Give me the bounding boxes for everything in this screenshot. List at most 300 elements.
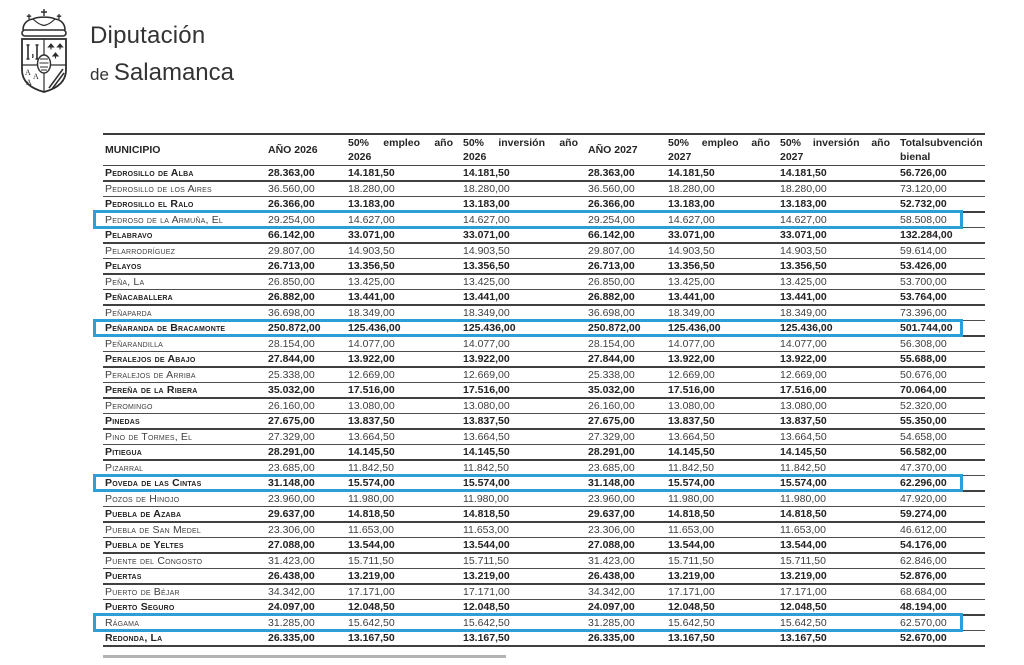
value-ano-2027: 250.872,00 <box>588 321 641 334</box>
value-inversion-2027: 11.842,50 <box>780 461 826 474</box>
value-total-bienal: 68.684,00 <box>900 585 947 598</box>
svg-text:A: A <box>25 68 31 77</box>
value-ano-2027: 26.366,00 <box>588 197 635 210</box>
table-row <box>103 290 985 306</box>
value-total-bienal: 59.614,00 <box>900 244 947 257</box>
value-ano-2027: 26.160,00 <box>588 399 635 412</box>
municipality-name: Peñacaballera <box>105 290 173 303</box>
svg-text:A: A <box>33 72 39 81</box>
value-inversion-2027: 14.145,50 <box>780 445 827 458</box>
value-total-bienal: 62.570,00 <box>900 616 947 629</box>
coat-of-arms-icon <box>12 8 76 96</box>
org-subname <box>90 59 234 87</box>
municipality-name: Pitiegua <box>105 445 142 458</box>
value-inversion-2026: 13.664,50 <box>463 430 510 443</box>
value-inversion-2026: 33.071,00 <box>463 228 510 241</box>
value-total-bienal: 501.744,00 <box>900 321 953 334</box>
value-ano-2026: 31.285,00 <box>268 616 315 629</box>
value-inversion-2026: 13.183,00 <box>463 197 510 210</box>
value-total-bienal: 47.920,00 <box>900 492 947 505</box>
value-inversion-2027: 13.356,50 <box>780 259 827 272</box>
logo-text <box>90 22 234 87</box>
value-ano-2027: 23.306,00 <box>588 523 635 536</box>
value-ano-2026: 31.148,00 <box>268 476 315 489</box>
value-inversion-2027: 12.048,50 <box>780 600 827 613</box>
value-inversion-2026: 13.922,00 <box>463 352 510 365</box>
value-empleo-2026: 12.048,50 <box>348 600 395 613</box>
value-ano-2027: 28.291,00 <box>588 445 635 458</box>
table-row <box>103 306 985 322</box>
value-total-bienal: 52.876,00 <box>900 569 947 582</box>
table-row <box>103 368 985 384</box>
column-header-ano-2026: AÑO 2026 <box>268 143 318 156</box>
municipality-name: Puerto de Béjar <box>105 585 180 598</box>
value-ano-2026: 27.675,00 <box>268 414 315 427</box>
table-row <box>103 213 985 229</box>
value-inversion-2026: 18.349,00 <box>463 306 510 319</box>
value-inversion-2026: 14.818,50 <box>463 507 510 520</box>
value-empleo-2026: 13.441,00 <box>348 290 395 303</box>
value-total-bienal: 52.670,00 <box>900 631 947 644</box>
value-ano-2026: 66.142,00 <box>268 228 315 241</box>
value-inversion-2026: 13.080,00 <box>463 399 510 412</box>
value-ano-2026: 34.342,00 <box>268 585 315 598</box>
municipality-name: Puebla de Yeltes <box>105 538 184 551</box>
table-row <box>103 352 985 368</box>
column-header-inversion-2027: 50% inversión año 2027 <box>780 137 890 163</box>
municipality-name: Puebla de Azaba <box>105 507 182 520</box>
value-ano-2026: 36.560,00 <box>268 182 315 195</box>
value-total-bienal: 73.120,00 <box>900 182 947 195</box>
value-inversion-2027: 13.080,00 <box>780 399 827 412</box>
value-ano-2027: 34.342,00 <box>588 585 635 598</box>
table-row <box>103 228 985 244</box>
value-empleo-2027: 13.922,00 <box>668 352 715 365</box>
value-total-bienal: 53.700,00 <box>900 275 947 288</box>
value-inversion-2026: 15.711,50 <box>463 554 509 567</box>
table-row <box>103 259 985 275</box>
value-empleo-2026: 13.183,00 <box>348 197 395 210</box>
value-empleo-2027: 15.642,50 <box>668 616 715 629</box>
value-empleo-2027: 13.837,50 <box>668 414 715 427</box>
value-total-bienal: 47.370,00 <box>900 461 947 474</box>
value-inversion-2027: 14.903,50 <box>780 244 827 257</box>
table-header-row <box>103 133 985 166</box>
municipality-name: Peromingo <box>105 399 153 412</box>
table-row <box>103 337 985 353</box>
value-empleo-2026: 11.653,00 <box>348 523 394 536</box>
value-inversion-2026: 18.280,00 <box>463 182 510 195</box>
column-header-total-bienal: Total subvención bienal <box>900 137 983 163</box>
value-inversion-2026: 125.436,00 <box>463 321 516 334</box>
value-empleo-2026: 11.842,50 <box>348 461 394 474</box>
value-ano-2026: 23.685,00 <box>268 461 315 474</box>
value-empleo-2026: 13.219,00 <box>348 569 395 582</box>
value-ano-2026: 26.335,00 <box>268 631 315 644</box>
value-inversion-2027: 12.669,00 <box>780 368 827 381</box>
value-empleo-2027: 13.080,00 <box>668 399 715 412</box>
municipality-name: Rágama <box>105 616 140 629</box>
municipality-name: Pozos de Hinojo <box>105 492 180 505</box>
table-row <box>103 430 985 446</box>
value-empleo-2027: 11.653,00 <box>668 523 714 536</box>
column-header-municipio: MUNICIPIO <box>105 143 161 156</box>
value-ano-2026: 26.366,00 <box>268 197 315 210</box>
municipality-name: Puebla de San Medel <box>105 523 201 536</box>
value-ano-2027: 36.560,00 <box>588 182 635 195</box>
value-inversion-2027: 11.653,00 <box>780 523 826 536</box>
value-ano-2027: 31.148,00 <box>588 476 635 489</box>
municipality-name: Peña, La <box>105 275 145 288</box>
subsidy-table <box>103 133 985 647</box>
municipality-name: Pereña de la Ribera <box>105 383 198 396</box>
svg-text:A: A <box>26 78 32 87</box>
value-inversion-2027: 33.071,00 <box>780 228 827 241</box>
value-empleo-2027: 14.627,00 <box>668 213 715 226</box>
value-empleo-2026: 14.903,50 <box>348 244 395 257</box>
value-empleo-2026: 15.642,50 <box>348 616 395 629</box>
value-ano-2026: 35.032,00 <box>268 383 315 396</box>
value-inversion-2026: 13.544,00 <box>463 538 510 551</box>
municipality-name: Puerto Seguro <box>105 600 175 613</box>
value-total-bienal: 59.274,00 <box>900 507 947 520</box>
value-ano-2027: 26.438,00 <box>588 569 635 582</box>
value-empleo-2026: 13.425,00 <box>348 275 395 288</box>
value-empleo-2026: 13.837,50 <box>348 414 395 427</box>
value-inversion-2026: 13.425,00 <box>463 275 510 288</box>
table-row <box>103 507 985 523</box>
value-inversion-2026: 15.642,50 <box>463 616 510 629</box>
table-row <box>103 600 985 616</box>
value-inversion-2027: 14.818,50 <box>780 507 827 520</box>
value-total-bienal: 62.296,00 <box>900 476 947 489</box>
value-total-bienal: 50.676,00 <box>900 368 947 381</box>
table-row <box>103 182 985 198</box>
table-row <box>103 383 985 399</box>
value-ano-2027: 28.154,00 <box>588 337 635 350</box>
diputacion-logo <box>12 8 234 96</box>
value-ano-2027: 31.423,00 <box>588 554 635 567</box>
value-total-bienal: 56.726,00 <box>900 166 947 179</box>
value-ano-2027: 36.698,00 <box>588 306 635 319</box>
value-inversion-2027: 13.837,50 <box>780 414 827 427</box>
value-ano-2027: 27.844,00 <box>588 352 635 365</box>
value-inversion-2027: 13.664,50 <box>780 430 827 443</box>
value-ano-2027: 25.338,00 <box>588 368 635 381</box>
value-empleo-2027: 14.145,50 <box>668 445 715 458</box>
value-ano-2027: 29.254,00 <box>588 213 635 226</box>
value-inversion-2026: 12.669,00 <box>463 368 510 381</box>
value-empleo-2027: 13.183,00 <box>668 197 715 210</box>
value-inversion-2027: 17.516,00 <box>780 383 827 396</box>
value-empleo-2026: 125.436,00 <box>348 321 401 334</box>
value-total-bienal: 70.064,00 <box>900 383 947 396</box>
value-ano-2026: 36.698,00 <box>268 306 315 319</box>
value-empleo-2026: 14.627,00 <box>348 213 395 226</box>
value-empleo-2026: 13.356,50 <box>348 259 395 272</box>
org-name: Diputación <box>90 22 206 49</box>
value-empleo-2026: 14.145,50 <box>348 445 395 458</box>
value-ano-2026: 29.807,00 <box>268 244 315 257</box>
value-empleo-2026: 33.071,00 <box>348 228 395 241</box>
value-ano-2027: 66.142,00 <box>588 228 635 241</box>
value-inversion-2026: 14.627,00 <box>463 213 510 226</box>
org-subname-de: de <box>90 65 109 84</box>
municipality-name: Pelarrodríguez <box>105 244 176 257</box>
table-row <box>103 321 985 337</box>
value-empleo-2027: 13.441,00 <box>668 290 715 303</box>
value-empleo-2027: 13.664,50 <box>668 430 715 443</box>
value-empleo-2026: 15.574,00 <box>348 476 395 489</box>
value-empleo-2027: 14.903,50 <box>668 244 715 257</box>
table-row <box>103 166 985 182</box>
value-inversion-2026: 17.171,00 <box>463 585 510 598</box>
table-row <box>103 461 985 477</box>
value-total-bienal: 56.582,00 <box>900 445 947 458</box>
municipality-name: Poveda de las Cintas <box>105 476 202 489</box>
value-ano-2026: 31.423,00 <box>268 554 315 567</box>
value-inversion-2027: 13.167,50 <box>780 631 827 644</box>
table-row <box>103 492 985 508</box>
table-row <box>103 445 985 461</box>
value-ano-2027: 26.713,00 <box>588 259 635 272</box>
value-ano-2027: 35.032,00 <box>588 383 635 396</box>
value-total-bienal: 55.350,00 <box>900 414 947 427</box>
value-ano-2027: 23.685,00 <box>588 461 635 474</box>
value-ano-2026: 29.637,00 <box>268 507 315 520</box>
value-inversion-2027: 13.219,00 <box>780 569 827 582</box>
municipality-name: Pelayos <box>105 259 142 272</box>
value-empleo-2026: 13.922,00 <box>348 352 395 365</box>
value-empleo-2027: 13.167,50 <box>668 631 715 644</box>
table-row <box>103 616 985 632</box>
value-empleo-2026: 11.980,00 <box>348 492 394 505</box>
table-row <box>103 585 985 601</box>
value-empleo-2027: 17.516,00 <box>668 383 715 396</box>
value-empleo-2027: 15.574,00 <box>668 476 715 489</box>
table-body <box>103 166 985 647</box>
value-total-bienal: 132.284,00 <box>900 228 953 241</box>
value-empleo-2027: 13.356,50 <box>668 259 715 272</box>
value-empleo-2026: 14.077,00 <box>348 337 395 350</box>
column-header-inversion-2026: 50% inversión año 2026 <box>463 137 578 163</box>
value-ano-2026: 28.363,00 <box>268 166 315 179</box>
value-empleo-2027: 13.219,00 <box>668 569 715 582</box>
value-ano-2027: 31.285,00 <box>588 616 635 629</box>
value-inversion-2027: 13.425,00 <box>780 275 827 288</box>
municipality-name: Pedrosillo de Alba <box>105 166 194 179</box>
value-inversion-2026: 13.219,00 <box>463 569 510 582</box>
value-empleo-2027: 14.818,50 <box>668 507 715 520</box>
value-ano-2027: 27.675,00 <box>588 414 635 427</box>
value-inversion-2027: 14.077,00 <box>780 337 827 350</box>
value-empleo-2027: 17.171,00 <box>668 585 715 598</box>
value-inversion-2026: 17.516,00 <box>463 383 510 396</box>
value-empleo-2026: 13.167,50 <box>348 631 395 644</box>
value-inversion-2027: 14.181,50 <box>780 166 827 179</box>
value-total-bienal: 46.612,00 <box>900 523 947 536</box>
table-row <box>103 538 985 554</box>
municipality-name: Peñaranda de Bracamonte <box>105 321 226 334</box>
table-row <box>103 631 985 647</box>
value-empleo-2027: 13.544,00 <box>668 538 715 551</box>
value-ano-2026: 26.882,00 <box>268 290 315 303</box>
value-empleo-2026: 17.516,00 <box>348 383 395 396</box>
value-empleo-2026: 18.280,00 <box>348 182 395 195</box>
value-inversion-2026: 13.441,00 <box>463 290 510 303</box>
value-inversion-2026: 13.356,50 <box>463 259 510 272</box>
value-ano-2026: 26.438,00 <box>268 569 315 582</box>
value-inversion-2026: 14.077,00 <box>463 337 510 350</box>
value-ano-2026: 26.850,00 <box>268 275 315 288</box>
value-empleo-2027: 14.077,00 <box>668 337 715 350</box>
municipality-name: Redonda, La <box>105 631 163 644</box>
table-row <box>103 244 985 260</box>
value-inversion-2027: 13.922,00 <box>780 352 827 365</box>
table-row <box>103 554 985 570</box>
value-empleo-2026: 12.669,00 <box>348 368 395 381</box>
value-ano-2026: 28.291,00 <box>268 445 315 458</box>
value-inversion-2026: 14.181,50 <box>463 166 510 179</box>
value-ano-2026: 28.154,00 <box>268 337 315 350</box>
value-ano-2026: 27.329,00 <box>268 430 315 443</box>
municipality-name: Pedrosillo de los Aires <box>105 182 212 195</box>
value-inversion-2027: 11.980,00 <box>780 492 826 505</box>
table-row <box>103 569 985 585</box>
value-empleo-2026: 14.818,50 <box>348 507 395 520</box>
value-inversion-2026: 11.842,50 <box>463 461 509 474</box>
municipality-name: Pizarral <box>105 461 144 474</box>
value-ano-2027: 27.329,00 <box>588 430 635 443</box>
value-empleo-2027: 12.048,50 <box>668 600 715 613</box>
value-total-bienal: 48.194,00 <box>900 600 947 613</box>
municipality-name: Pelabravo <box>105 228 153 241</box>
municipality-name: Puente del Congosto <box>105 554 203 567</box>
value-empleo-2026: 15.711,50 <box>348 554 394 567</box>
value-inversion-2027: 17.171,00 <box>780 585 827 598</box>
value-empleo-2027: 11.842,50 <box>668 461 714 474</box>
column-header-empleo-2026: 50% empleo año 2026 <box>348 137 453 163</box>
value-total-bienal: 53.764,00 <box>900 290 947 303</box>
value-empleo-2027: 18.280,00 <box>668 182 715 195</box>
table-row <box>103 399 985 415</box>
value-ano-2026: 23.306,00 <box>268 523 315 536</box>
value-empleo-2027: 18.349,00 <box>668 306 715 319</box>
value-ano-2026: 29.254,00 <box>268 213 315 226</box>
value-ano-2027: 23.960,00 <box>588 492 635 505</box>
municipality-name: Pedroso de la Armuña, El <box>105 213 223 226</box>
value-inversion-2027: 15.711,50 <box>780 554 826 567</box>
value-ano-2026: 26.160,00 <box>268 399 315 412</box>
municipality-name: Peñaparda <box>105 306 152 319</box>
value-empleo-2027: 14.181,50 <box>668 166 715 179</box>
value-inversion-2027: 13.183,00 <box>780 197 827 210</box>
value-ano-2027: 26.850,00 <box>588 275 635 288</box>
value-total-bienal: 53.426,00 <box>900 259 947 272</box>
value-ano-2026: 26.713,00 <box>268 259 315 272</box>
value-total-bienal: 54.176,00 <box>900 538 947 551</box>
municipality-name: Pinedas <box>105 414 140 427</box>
value-inversion-2026: 13.837,50 <box>463 414 510 427</box>
value-inversion-2026: 14.903,50 <box>463 244 510 257</box>
value-ano-2026: 27.088,00 <box>268 538 315 551</box>
municipality-name: Peralejos de Arriba <box>105 368 196 381</box>
value-inversion-2027: 15.574,00 <box>780 476 827 489</box>
value-ano-2026: 25.338,00 <box>268 368 315 381</box>
value-ano-2026: 23.960,00 <box>268 492 315 505</box>
table-row <box>103 197 985 213</box>
value-ano-2027: 24.097,00 <box>588 600 635 613</box>
column-header-empleo-2027: 50% empleo año 2027 <box>668 137 770 163</box>
value-inversion-2026: 12.048,50 <box>463 600 510 613</box>
table-row <box>103 275 985 291</box>
value-total-bienal: 55.688,00 <box>900 352 947 365</box>
municipality-name: Pedrosillo el Ralo <box>105 197 194 210</box>
value-empleo-2026: 17.171,00 <box>348 585 395 598</box>
value-inversion-2027: 13.441,00 <box>780 290 827 303</box>
municipality-name: Puertas <box>105 569 142 582</box>
table-row <box>103 523 985 539</box>
value-ano-2027: 26.335,00 <box>588 631 635 644</box>
value-empleo-2027: 13.425,00 <box>668 275 715 288</box>
value-empleo-2026: 13.664,50 <box>348 430 395 443</box>
org-subname-salamanca: Salamanca <box>113 59 234 86</box>
value-ano-2026: 27.844,00 <box>268 352 315 365</box>
value-total-bienal: 52.320,00 <box>900 399 947 412</box>
value-ano-2027: 28.363,00 <box>588 166 635 179</box>
municipality-name: Peñarandilla <box>105 337 164 350</box>
value-ano-2027: 26.882,00 <box>588 290 635 303</box>
value-inversion-2027: 125.436,00 <box>780 321 833 334</box>
value-empleo-2027: 15.711,50 <box>668 554 714 567</box>
value-empleo-2026: 14.181,50 <box>348 166 395 179</box>
value-total-bienal: 58.508,00 <box>900 213 947 226</box>
value-inversion-2026: 14.145,50 <box>463 445 510 458</box>
municipality-name: Peralejos de Abajo <box>105 352 196 365</box>
value-total-bienal: 52.732,00 <box>900 197 947 210</box>
value-ano-2027: 29.807,00 <box>588 244 635 257</box>
value-empleo-2026: 13.544,00 <box>348 538 395 551</box>
value-total-bienal: 56.308,00 <box>900 337 947 350</box>
table-row <box>103 414 985 430</box>
value-inversion-2027: 15.642,50 <box>780 616 827 629</box>
value-inversion-2027: 18.349,00 <box>780 306 827 319</box>
value-inversion-2026: 13.167,50 <box>463 631 510 644</box>
value-empleo-2026: 13.080,00 <box>348 399 395 412</box>
column-header-ano-2027: AÑO 2027 <box>588 143 638 156</box>
value-empleo-2026: 18.349,00 <box>348 306 395 319</box>
bottom-divider <box>103 655 506 658</box>
table-row <box>103 476 985 492</box>
value-inversion-2027: 14.627,00 <box>780 213 827 226</box>
value-ano-2027: 27.088,00 <box>588 538 635 551</box>
municipality-name: Pino de Tormes, El <box>105 430 193 443</box>
value-empleo-2027: 125.436,00 <box>668 321 721 334</box>
value-total-bienal: 54.658,00 <box>900 430 947 443</box>
value-ano-2026: 24.097,00 <box>268 600 315 613</box>
value-inversion-2026: 11.980,00 <box>463 492 509 505</box>
value-total-bienal: 73.396,00 <box>900 306 947 319</box>
value-ano-2026: 250.872,00 <box>268 321 321 334</box>
value-empleo-2027: 11.980,00 <box>668 492 714 505</box>
value-empleo-2027: 33.071,00 <box>668 228 715 241</box>
value-inversion-2026: 11.653,00 <box>463 523 509 536</box>
value-inversion-2027: 18.280,00 <box>780 182 827 195</box>
value-inversion-2027: 13.544,00 <box>780 538 827 551</box>
value-total-bienal: 62.846,00 <box>900 554 947 567</box>
value-ano-2027: 29.637,00 <box>588 507 635 520</box>
value-empleo-2027: 12.669,00 <box>668 368 715 381</box>
